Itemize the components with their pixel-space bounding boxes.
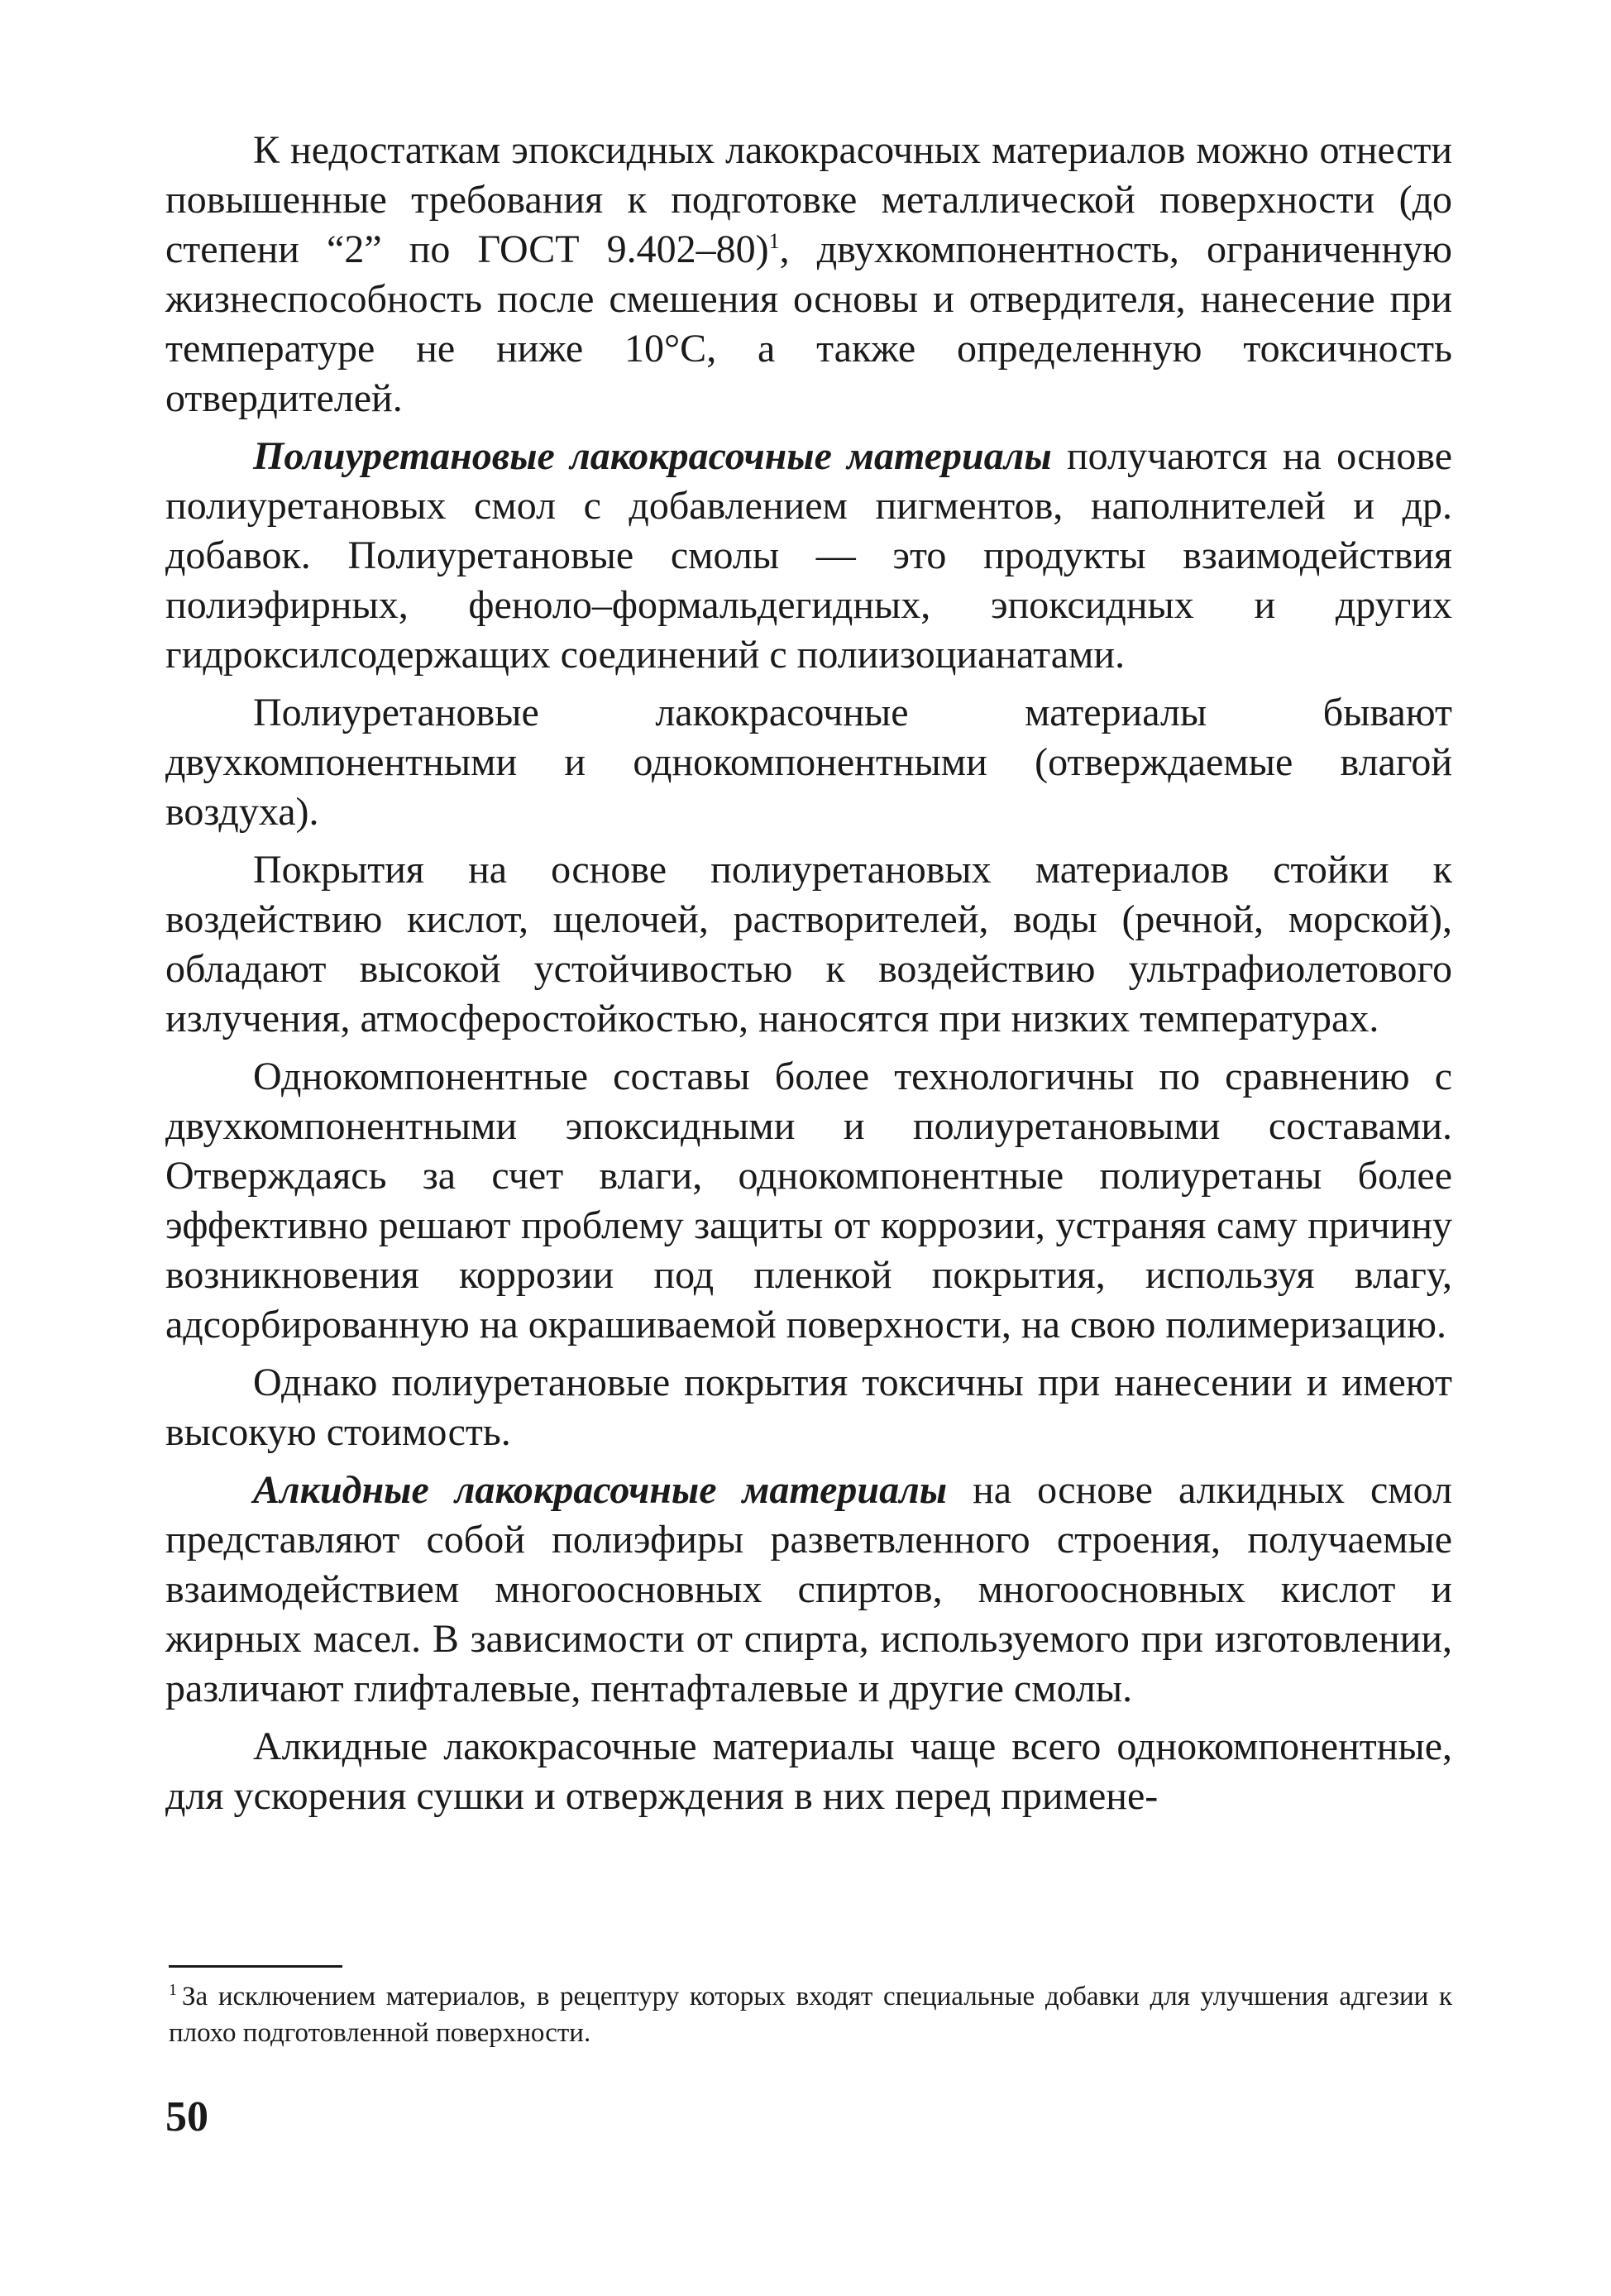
footnote-reference[interactable]: 1: [768, 229, 780, 253]
body-text: [165, 126, 1452, 1830]
footnote-text: За исключением материалов, в рецептуру которых входят специальные добавки для улучшения адгезии к плохо подготовленной поверхности.: [169, 1982, 1452, 2048]
paragraph-text: Однокомпонентные составы более технологичны по сравнению с двухкомпонентными эпоксидными и полиуретановыми составами. Отверждаясь за счет влаги, однокомпонентные полиуретаны более эффективно решают проблему защиты от коррозии, устраняя саму причину возникновения коррозии под пленкой покрытия, используя влагу, адсорбированную на окрашиваемой поверхности, на свою полимеризацию.: [165, 1055, 1452, 1347]
page-number: 50: [165, 2093, 208, 2141]
paragraph-text-continued: , двухкомпонентность, ограниченную жизнеспособность после смешения основы и отвердителя, нанесение при температуре не ниже 10°С, а также определенную токсичность отвердителей.: [165, 227, 1453, 420]
paragraph-text: на основе алкидных смол представляют собой полиэфиры разветвленного строения, получаемые взаимодействием многоосновных спиртов, многоосновных кислот и жирных масел. В зависимости от спирта, используемого при изготовлении, различают глифталевые, пентафталевые и другие смолы.: [165, 1468, 1452, 1710]
paragraph-polyurethane-toxicity: [165, 1358, 1452, 1457]
paragraph-epoxy-drawbacks: [165, 126, 1452, 423]
term-alkyd-materials: Алкидные лакокрасочные материалы: [253, 1468, 948, 1512]
footnote-divider: [169, 1965, 342, 1968]
paragraph-one-component: [165, 1052, 1452, 1350]
footnote: [169, 1978, 1452, 2051]
paragraph-polyurethane-types: [165, 688, 1452, 837]
paragraph-alkyd-intro: [165, 1466, 1452, 1714]
footnote-marker: 1: [169, 1981, 177, 1999]
paragraph-text: Покрытия на основе полиуретановых материалов стойки к воздействию кислот, щелочей, растворителей, воды (речной, морской), обладают высокой устойчивостью к воздействию ультрафиолетового излучения, атмосферостойкостью, наносятся при низких температурах.: [165, 848, 1452, 1040]
paragraph-text: Однако полиуретановые покрытия токсичны при нанесении и имеют высокую стоимость.: [165, 1361, 1452, 1454]
paragraph-polyurethane-intro: [165, 432, 1452, 680]
paragraph-text: Полиуретановые лакокрасочные материалы бывают двухкомпонентными и однокомпонентными (отверждаемые влагой воздуха).: [165, 691, 1452, 834]
paragraph-text: К недостаткам эпоксидных лакокрасочных материалов можно отнести повышенные требования к подготовке металлической поверхности (до степени “2” по ГОСТ 9.402–80): [165, 128, 1452, 271]
paragraph-polyurethane-properties: [165, 845, 1452, 1044]
term-polyurethane-materials: Полиуретановые лакокрасочные материалы: [253, 434, 1052, 478]
paragraph-text: получаются на основе полиуретановых смол с добавлением пигментов, наполнителей и др. добавок. Полиуретановые смолы — это продукты взаимодействия полиэфирных, феноло–формальдегидных, эпоксидных и других гидроксилсодержащих соединений с полиизоцианатами.: [165, 434, 1453, 677]
paragraph-alkyd-usage: [165, 1722, 1452, 1821]
paragraph-text: Алкидные лакокрасочные материалы чаще всего однокомпонентные, для ускорения сушки и отверждения в них перед примене-: [165, 1724, 1452, 1818]
